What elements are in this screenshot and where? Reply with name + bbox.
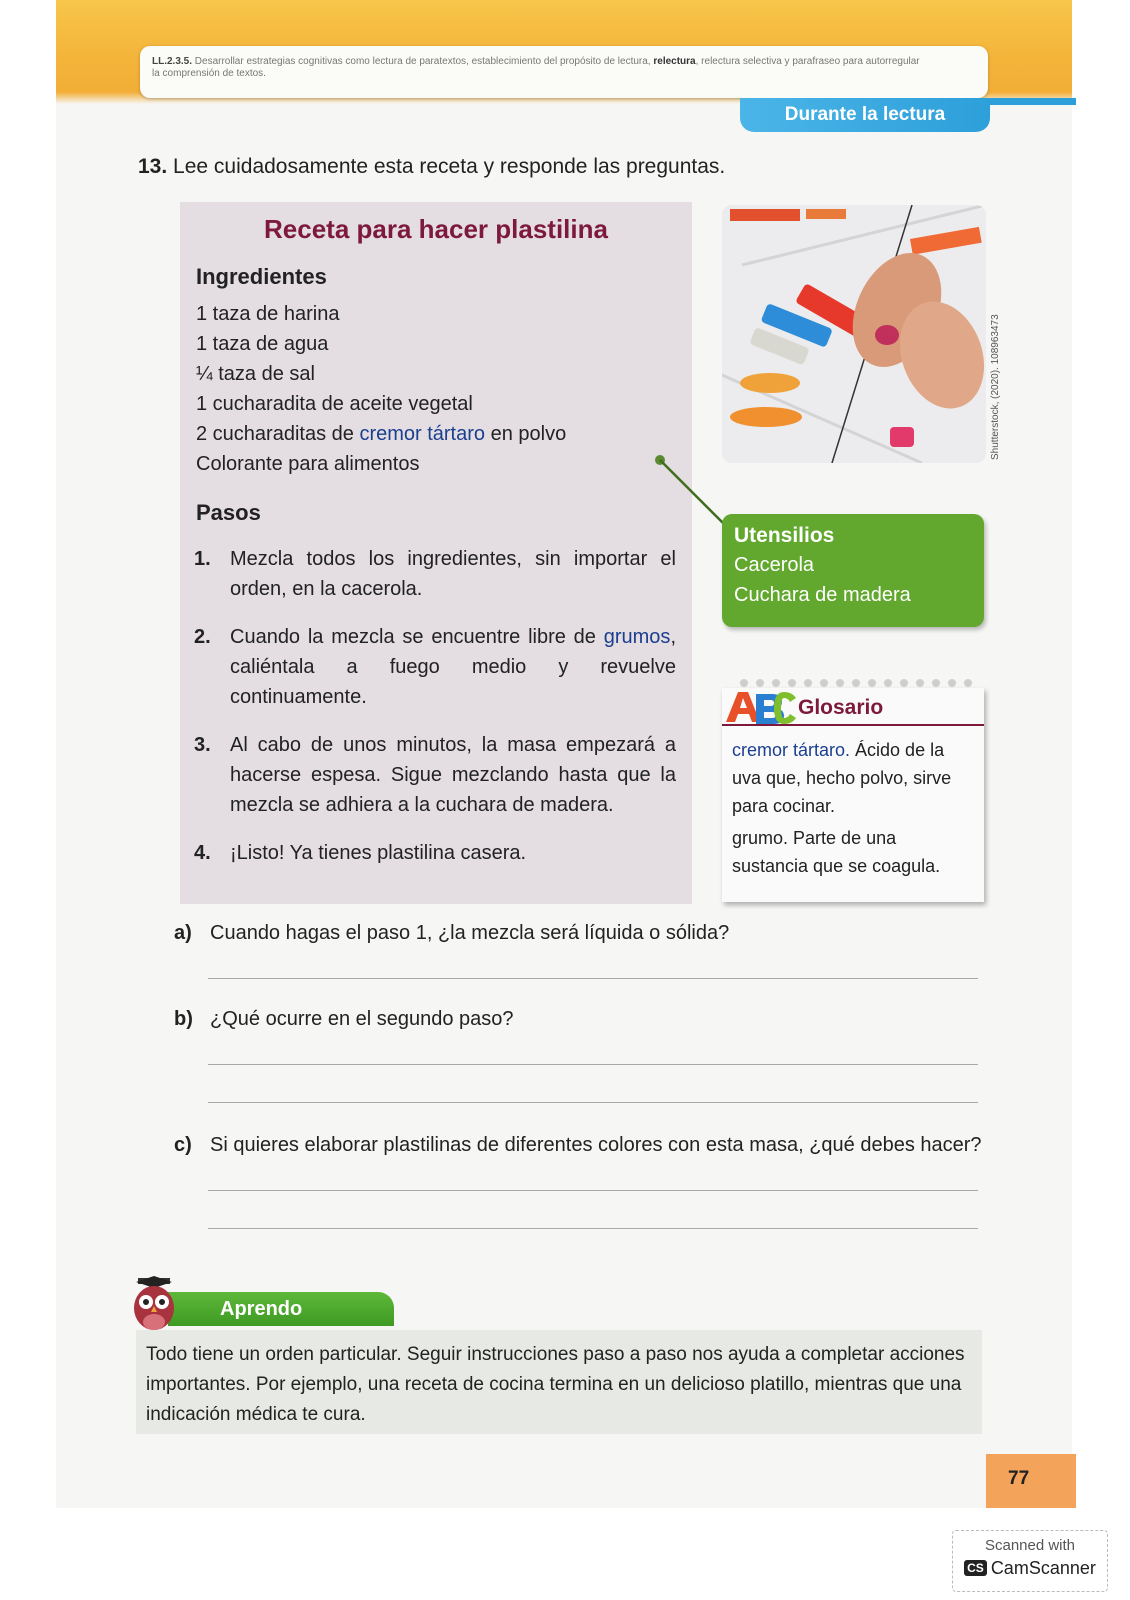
answer-line-b-1[interactable] xyxy=(208,1064,978,1065)
step-text: Mezcla todos los ingredientes, sin importar el orden, en la cacerola. xyxy=(230,548,676,600)
question-label: a) xyxy=(174,922,192,944)
photo-credit: Shutterstock, (2020). 108963473 xyxy=(990,314,1001,460)
glossary-title: Glosario xyxy=(798,696,884,719)
step-item xyxy=(194,622,676,712)
utensil-item: Cacerola xyxy=(734,554,815,576)
glossary-entries xyxy=(732,736,976,880)
utensils-box xyxy=(722,514,984,627)
glossary-term: grumo. xyxy=(732,828,789,848)
answer-line-c-1[interactable] xyxy=(208,1190,978,1191)
step-item xyxy=(194,838,676,868)
ingredients-list xyxy=(196,299,566,479)
glossary-divider xyxy=(722,724,984,726)
skill-description-box xyxy=(140,46,988,98)
plasticine-photo xyxy=(722,205,986,463)
answer-line-c-2[interactable] xyxy=(208,1228,978,1229)
step-number: 1. xyxy=(194,548,211,570)
step-text: Al cabo de unos minutos, la masa empezará a hacerse espesa. Sigue mezclando hasta que la mezcla se adhiera a la cuchara de madera. xyxy=(230,734,676,816)
skill-text-bold: relectura xyxy=(653,56,696,67)
skill-code: LL.2.3.5. xyxy=(152,56,193,67)
page-number: 77 xyxy=(986,1454,1076,1508)
scanner-brand: CamScanner xyxy=(990,1558,1096,1578)
steps-heading: Pasos xyxy=(196,500,261,525)
glossary-box xyxy=(722,688,984,902)
owl-icon xyxy=(124,1276,184,1336)
ingredient-5-term: cremor tártaro xyxy=(359,423,486,445)
question-label: b) xyxy=(174,1008,193,1030)
exercise-prompt-text-1: Lee cuidadosamente esta receta y xyxy=(173,155,500,178)
step-number: 4. xyxy=(194,842,211,864)
exercise-prompt-text-2: las preguntas. xyxy=(587,155,726,178)
glossary-header xyxy=(722,688,984,726)
exercise-number: 13. xyxy=(138,155,168,178)
steps-list xyxy=(194,544,676,868)
ingredient-item: 1 taza de agua xyxy=(196,333,329,355)
utensil-item: Cuchara de madera xyxy=(734,584,911,606)
plasticine-illustration xyxy=(722,205,986,463)
skill-text-1: Desarrollar estrategias cognitivas como lectura de paratextos, establecimiento del propósito de lectura, xyxy=(194,56,654,67)
glossary-definition: Ácido de la uva que, hecho polvo, sirve para cocinar. xyxy=(732,740,952,816)
phase-tab: Durante la lectura xyxy=(740,98,990,132)
ingredient-item xyxy=(196,419,566,449)
step-term: grumos xyxy=(603,626,671,648)
glossary-entry xyxy=(732,736,976,820)
step-number: 3. xyxy=(194,734,211,756)
ingredient-5-post: en polvo xyxy=(485,423,567,445)
exercise-prompt xyxy=(138,155,725,179)
phase-tab-line xyxy=(990,98,1076,105)
question-a xyxy=(174,922,729,945)
ingredients-heading: Ingredientes xyxy=(196,264,327,289)
question-label: c) xyxy=(174,1134,192,1156)
question-text: Cuando hagas el paso 1, ¿la mezcla será líquida o sólida? xyxy=(210,922,730,944)
recipe-title: Receta para hacer plastilina xyxy=(264,214,608,244)
step-text-post: , caliéntala a fuego medio y revuelve continuamente. xyxy=(230,626,676,708)
ingredient-item: Colorante para alimentos xyxy=(196,453,420,475)
aprendo-title: Aprendo xyxy=(220,1298,303,1320)
aprendo-tab xyxy=(168,1292,394,1326)
answer-line-b-2[interactable] xyxy=(208,1102,978,1103)
ingredient-item: 1 taza de harina xyxy=(196,303,340,325)
question-b xyxy=(174,1008,514,1031)
skill-text-3: la comprensión de textos. xyxy=(152,68,266,79)
skill-text-2: , relectura selectiva y parafraseo para autorregular xyxy=(695,56,920,67)
step-item xyxy=(194,544,676,604)
step-number: 2. xyxy=(194,626,211,648)
connector-line xyxy=(652,452,732,532)
ingredient-5-pre: 2 cucharaditas de xyxy=(196,423,360,445)
step-item xyxy=(194,730,676,820)
answer-line-a[interactable] xyxy=(208,978,978,979)
camscanner-logo-icon: CS xyxy=(964,1560,987,1576)
ingredient-item: 1 cucharadita de aceite vegetal xyxy=(196,393,473,415)
camscanner-badge xyxy=(952,1530,1108,1592)
abc-icon xyxy=(722,688,798,726)
glossary-definition: Parte de una sustancia que se coagula. xyxy=(732,828,941,876)
recipe-card xyxy=(180,202,692,904)
step-text: ¡Listo! Ya tienes plastilina casera. xyxy=(230,842,527,864)
scanner-caption: Scanned with xyxy=(984,1537,1076,1554)
glossary-term: cremor tártaro. xyxy=(732,740,851,760)
question-c xyxy=(174,1134,982,1157)
question-text: Si quieres elaborar plastilinas de diferentes colores con esta masa, ¿qué debes hacer? xyxy=(210,1134,982,1156)
glossary-entry xyxy=(732,824,976,880)
ingredient-item: ¼ taza de sal xyxy=(196,363,315,385)
question-text: ¿Qué ocurre en el segundo paso? xyxy=(210,1008,514,1030)
scanner-brand-row xyxy=(953,1558,1107,1579)
aprendo-text: Todo tiene un orden particular. Seguir instrucciones paso a paso nos ayuda a completar acciones importantes. Por ejemplo, una receta de cocina termina en un delicioso platillo, mientras que una indicación médica te cura. xyxy=(136,1330,982,1434)
notebook-rings xyxy=(738,678,978,688)
utensils-title: Utensilios xyxy=(734,524,835,547)
exercise-prompt-bold: responde xyxy=(499,155,588,178)
step-text-pre: Cuando la mezcla se encuentre libre de xyxy=(230,626,604,648)
